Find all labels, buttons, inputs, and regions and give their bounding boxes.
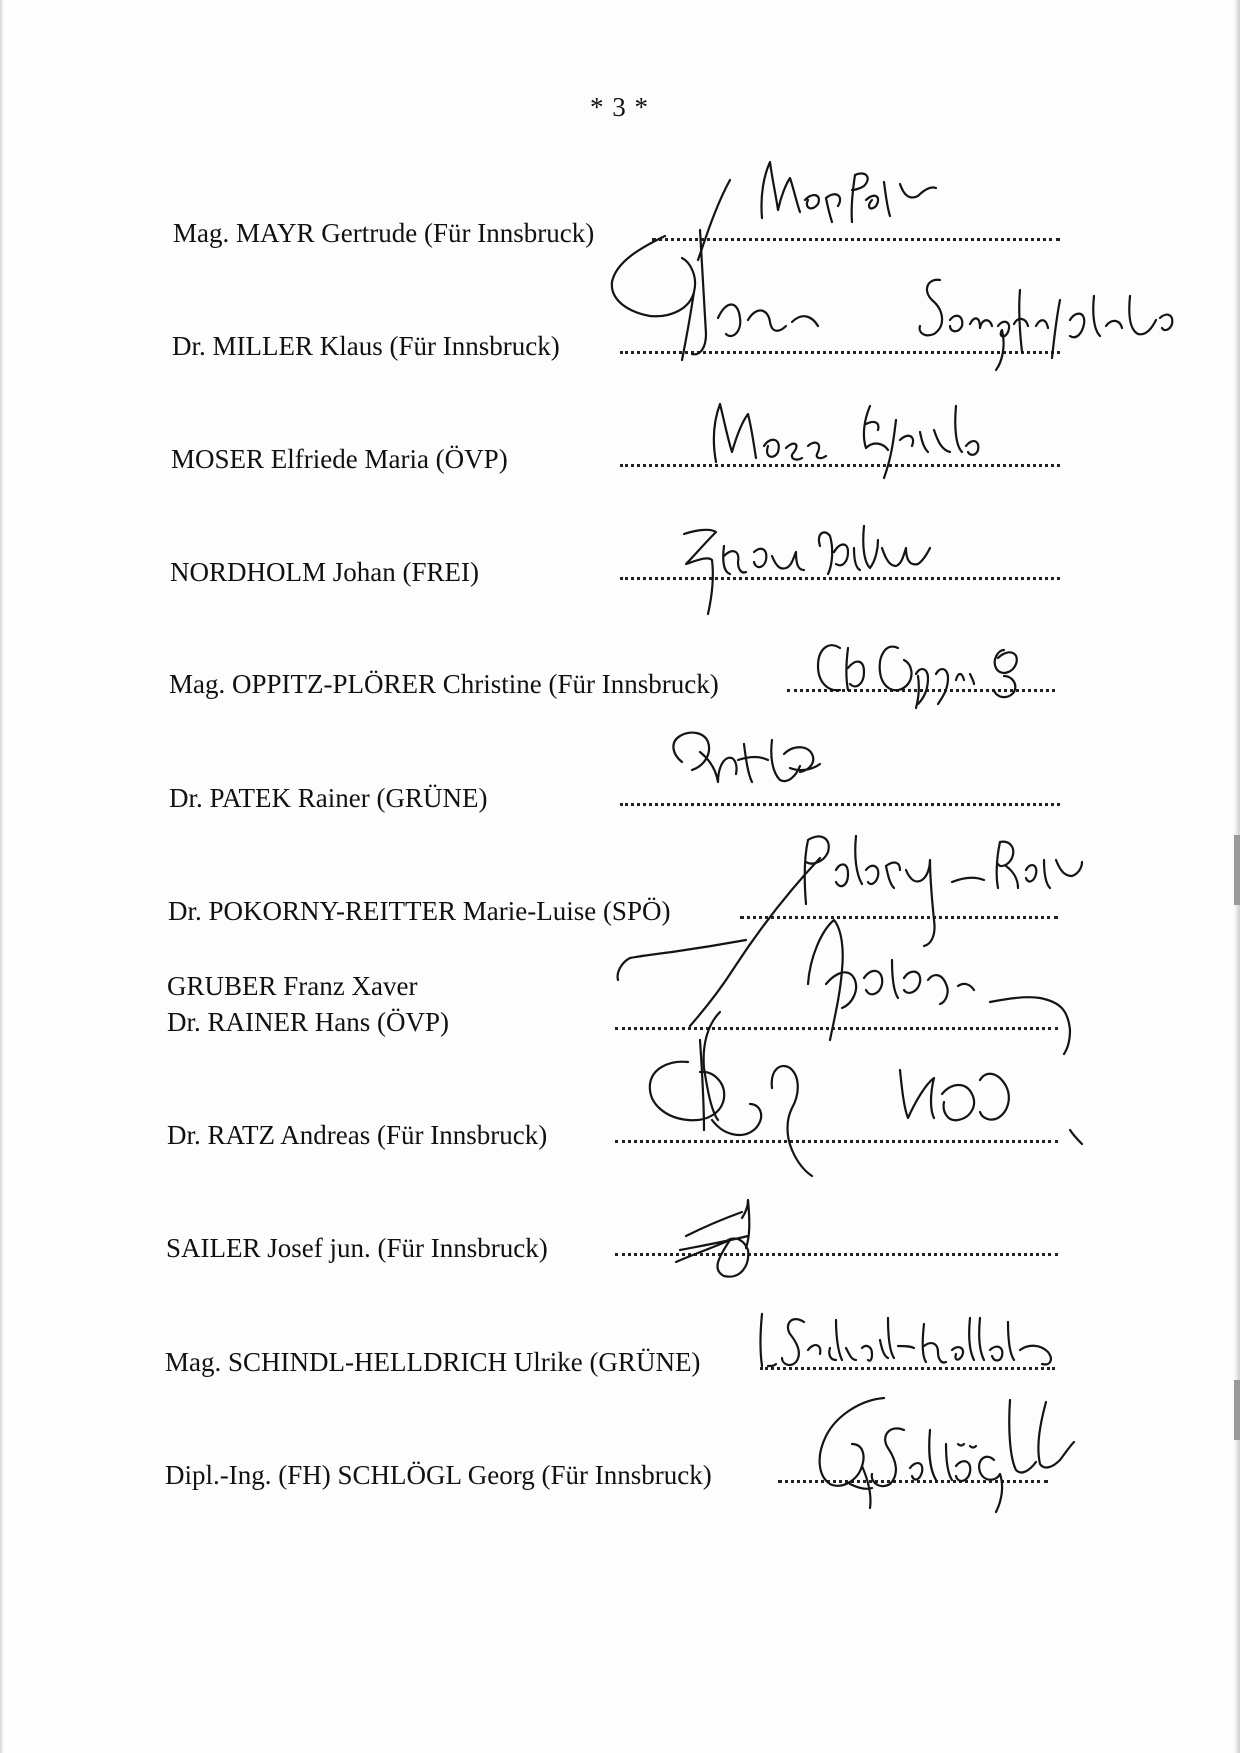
signature-line [778, 1480, 1048, 1483]
signature-oppitz [818, 645, 1017, 708]
signature-line [620, 351, 1060, 354]
signature-patek [673, 733, 820, 782]
signature-line [620, 577, 1060, 580]
scan-mark [1234, 1380, 1240, 1440]
signature-schindl [761, 1314, 1051, 1366]
signature-gruber-klaus [612, 230, 818, 360]
signatory-name: Dr. RATZ Andreas (Für Innsbruck) [167, 1120, 548, 1150]
signatory-name: Dr. PATEK Rainer (GRÜNE) [169, 783, 488, 813]
signature-rainer [618, 858, 1070, 1120]
signature-sailer [676, 1200, 749, 1277]
signature-line [615, 1140, 1058, 1143]
signature-line [620, 464, 1060, 467]
signature-nordholm [684, 526, 930, 614]
signatory-name: Dipl.-Ing. (FH) SCHLÖGL Georg (Für Innsbruck) [165, 1460, 712, 1490]
signature-seng-schmid [920, 280, 1173, 370]
signatory-name: Mag. OPPITZ-PLÖRER Christine (Für Innsbruck) [169, 669, 719, 699]
signatory-name: NORDHOLM Johan (FREI) [170, 557, 479, 587]
signature-line [760, 1367, 1055, 1370]
signature-line [615, 1253, 1058, 1256]
signature-schloegl [820, 1398, 1074, 1512]
signatory-name: GRUBER Franz Xaver [167, 971, 418, 1001]
signature-ratz [650, 1040, 1082, 1176]
signatory-name: SAILER Josef jun. (Für Innsbruck) [166, 1233, 548, 1263]
signature-line [787, 689, 1055, 692]
page-number: * 3 * [590, 92, 649, 122]
signatory-name: Dr. POKORNY-REITTER Marie-Luise (SPÖ) [168, 896, 671, 926]
signature-mayr [698, 162, 936, 260]
signature-line [652, 238, 1060, 241]
signature-line [740, 916, 1058, 919]
signatory-name: Mag. MAYR Gertrude (Für Innsbruck) [173, 218, 595, 248]
signature-line [620, 803, 1060, 806]
scan-mark [1234, 835, 1240, 905]
signatory-name: Mag. SCHINDL-HELLDRICH Ulrike (GRÜNE) [165, 1347, 701, 1377]
signature-pokorny [805, 836, 1082, 946]
signatory-name: Dr. RAINER Hans (ÖVP) [167, 1007, 449, 1037]
scan-edge-left [0, 0, 4, 1753]
signatory-name: MOSER Elfriede Maria (ÖVP) [171, 444, 508, 474]
signature-line [615, 1027, 1058, 1030]
signatory-name: Dr. MILLER Klaus (Für Innsbruck) [172, 331, 560, 361]
